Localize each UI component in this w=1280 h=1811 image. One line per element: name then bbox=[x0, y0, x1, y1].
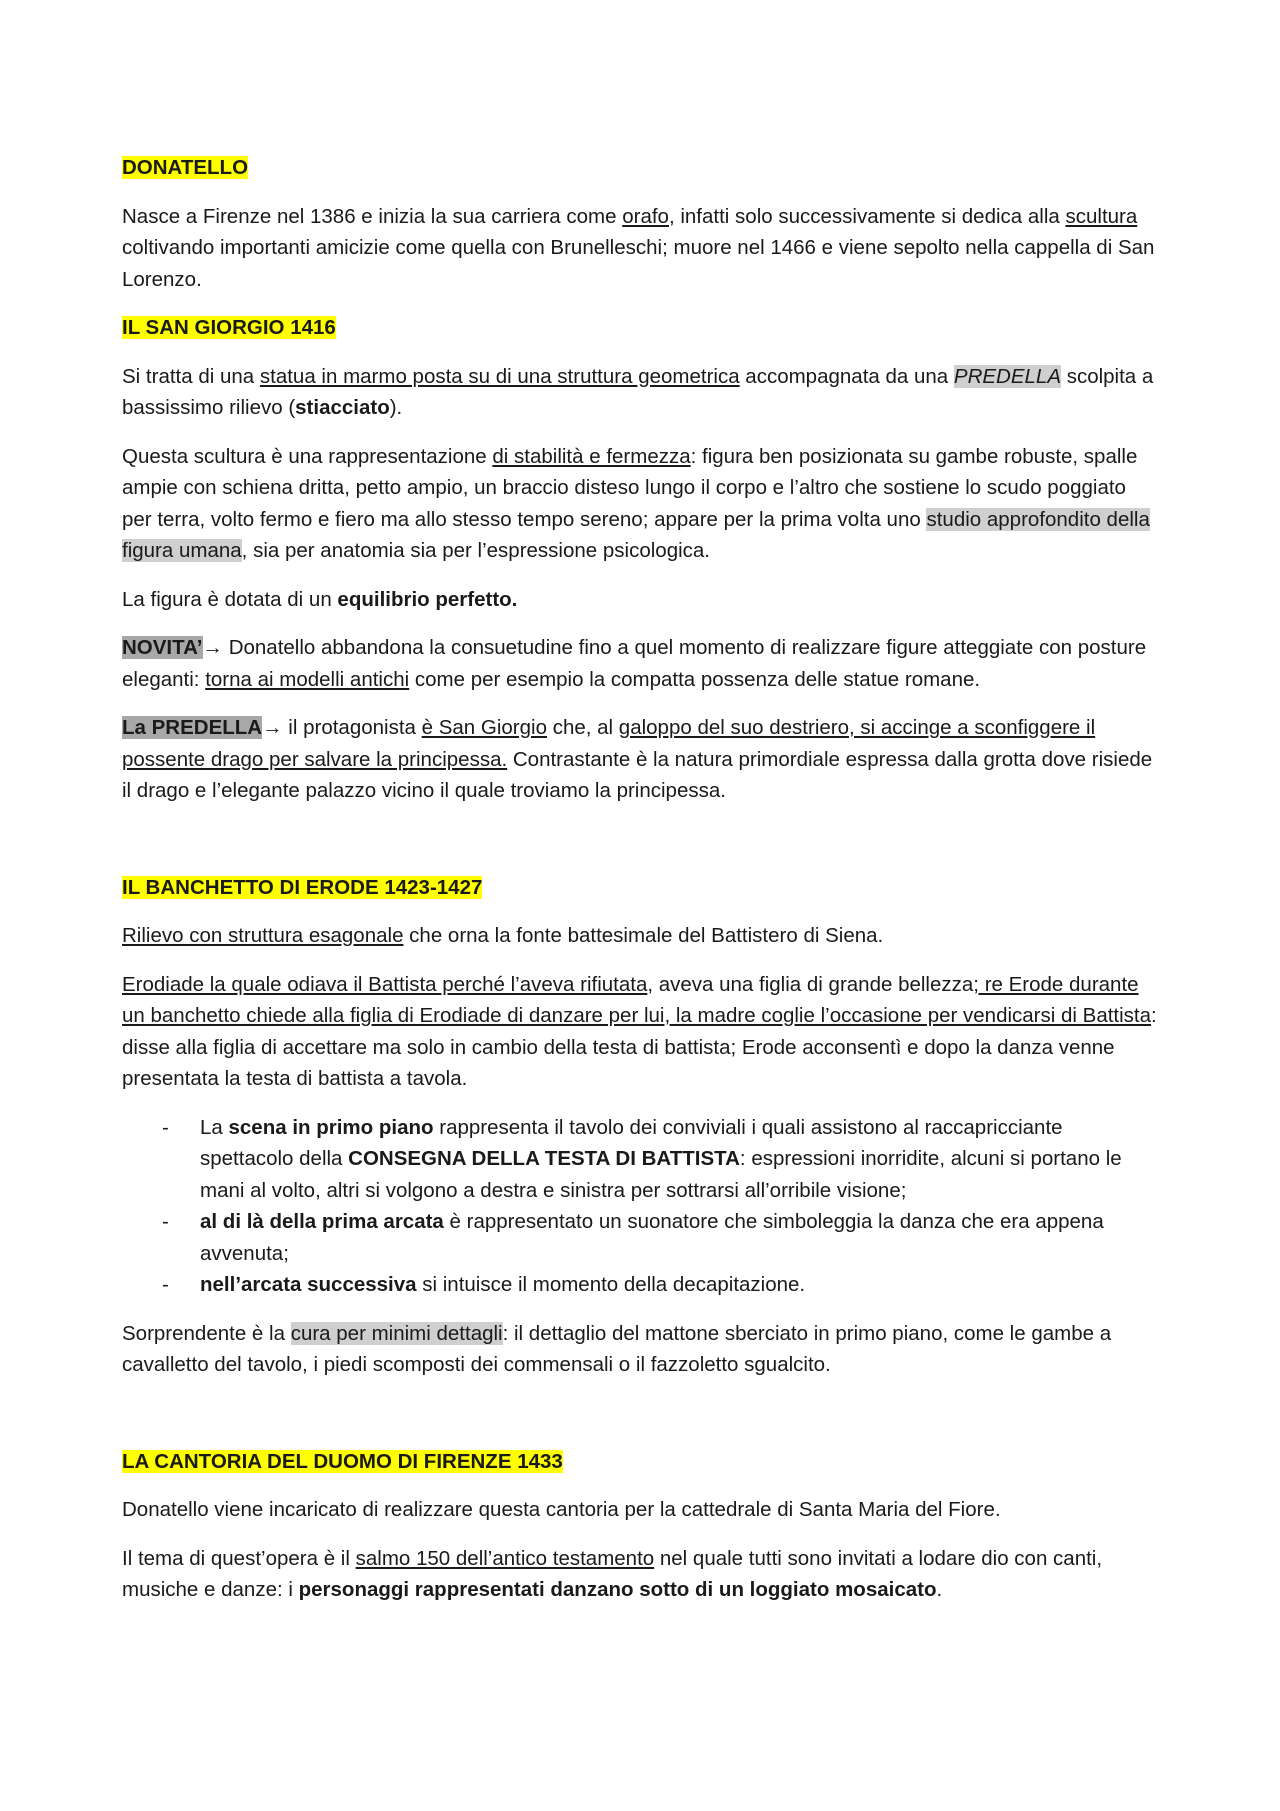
paragraph-equilibrio: La figura è dotata di un equilibrio perfetto. bbox=[122, 587, 518, 611]
section-heading-san-giorgio: IL SAN GIORGIO 1416 bbox=[122, 316, 336, 339]
paragraph-erodiade: Erodiade la quale odiava il Battista perché l’aveva rifiutata, aveva una figlia di grande bellezza; re Erode durante un banchetto chiede alla figlia di Erodiade di danzare per lui, la madre coglie l’occasione per vendicarsi di Battista: disse alla figlia di accettare ma solo in cambio della testa di battista; Erode acconsentì e dopo la danza venne presentata la testa di battista a tavola. bbox=[122, 972, 1157, 1090]
paragraph-novita: NOVITA’→ Donatello abbandona la consuetudine fino a quel momento di realizzare figure atteggiate con posture eleganti: torna ai modelli antichi come per esempio la compatta possenza delle statue romane. bbox=[122, 636, 1147, 691]
section-heading-cantoria: LA CANTORIA DEL DUOMO DI FIRENZE 1433 bbox=[122, 1449, 563, 1473]
paragraph-biography: Nasce a Firenze nel 1386 e inizia la sua carriera come orafo, infatti solo successivamente si dedica alla scultura coltivando importanti amicizie come quella con Brunelleschi; muore nel 1466 e viene sepolto nella cappella di San Lorenzo. bbox=[122, 204, 1155, 291]
paragraph-stabilita: Questa scultura è una rappresentazione di stabilità e fermezza: figura ben posizionata su gambe robuste, spalle ampie con schiena dritta, petto ampio, un braccio disteso lungo il corpo e l’altro che sostiene lo scudo poggiato per terra, volto fermo e fiero ma allo stesso tempo sereno; appare per la prima volta uno studio approfondito della figura umana, sia per anatomia sia per l’espressione psicologica. bbox=[122, 444, 1150, 562]
spacer bbox=[122, 824, 1160, 872]
paragraph-dettagli: Sorprendente è la cura per minimi dettagli: il dettaglio del mattone sberciato in primo piano, come le gambe a cavalletto del tavolo, i piedi scomposti dei commensali o il fazzoletto sgualcito. bbox=[122, 1321, 1112, 1376]
scene-list bbox=[122, 1112, 1160, 1301]
arrow-right-icon: → bbox=[262, 716, 283, 739]
paragraph-predella: La PREDELLA→ il protagonista è San Giorgio che, al galoppo del suo destriero, si accinge a sconfiggere il possente drago per salvare la principessa. Contrastante è la natura primordiale espressa dalla grotta dove risiede il drago e l’elegante palazzo vicino il quale troviamo la principessa. bbox=[122, 716, 1153, 802]
spacer bbox=[122, 1398, 1160, 1446]
paragraph-incarico: Donatello viene incaricato di realizzare questa cantoria per la cattedrale di Santa Maria del Fiore. bbox=[122, 1498, 1001, 1521]
list-item: - al di là della prima arcata è rappresentato un suonatore che simboleggia la danza che era appena avvenuta; bbox=[122, 1206, 1160, 1269]
paragraph-tema: Il tema di quest’opera è il salmo 150 dell’antico testamento nel quale tutti sono invitati a lodare dio con canti, musiche e danze: i personaggi rappresentati danzano sotto di un loggiato mosaicato. bbox=[122, 1546, 1103, 1601]
section-heading-banchetto: IL BANCHETTO DI ERODE 1423-1427 bbox=[122, 875, 483, 899]
paragraph-statua: Si tratta di una statua in marmo posta su di una struttura geometrica accompagnata da una PREDELLA scolpita a bassissimo rilievo (stiacciato). bbox=[122, 364, 1154, 419]
list-item: - nell’arcata successiva si intuisce il momento della decapitazione. bbox=[122, 1269, 1160, 1301]
arrow-right-icon: → bbox=[202, 636, 223, 659]
section-heading-donatello: DONATELLO bbox=[122, 156, 249, 179]
list-item: - La scena in primo piano rappresenta il tavolo dei conviviali i quali assistono al raccapricciante spettacolo della CONSEGNA DELLA TESTA DI BATTISTA: espressioni inorridite, alcuni si portano le mani al volto, altri si volgono a destra e sinistra per sottrarsi all’orribile visione; bbox=[122, 1112, 1160, 1207]
paragraph-rilievo: Rilievo con struttura esagonale che orna la fonte battesimale del Battistero di Siena. bbox=[122, 924, 884, 947]
